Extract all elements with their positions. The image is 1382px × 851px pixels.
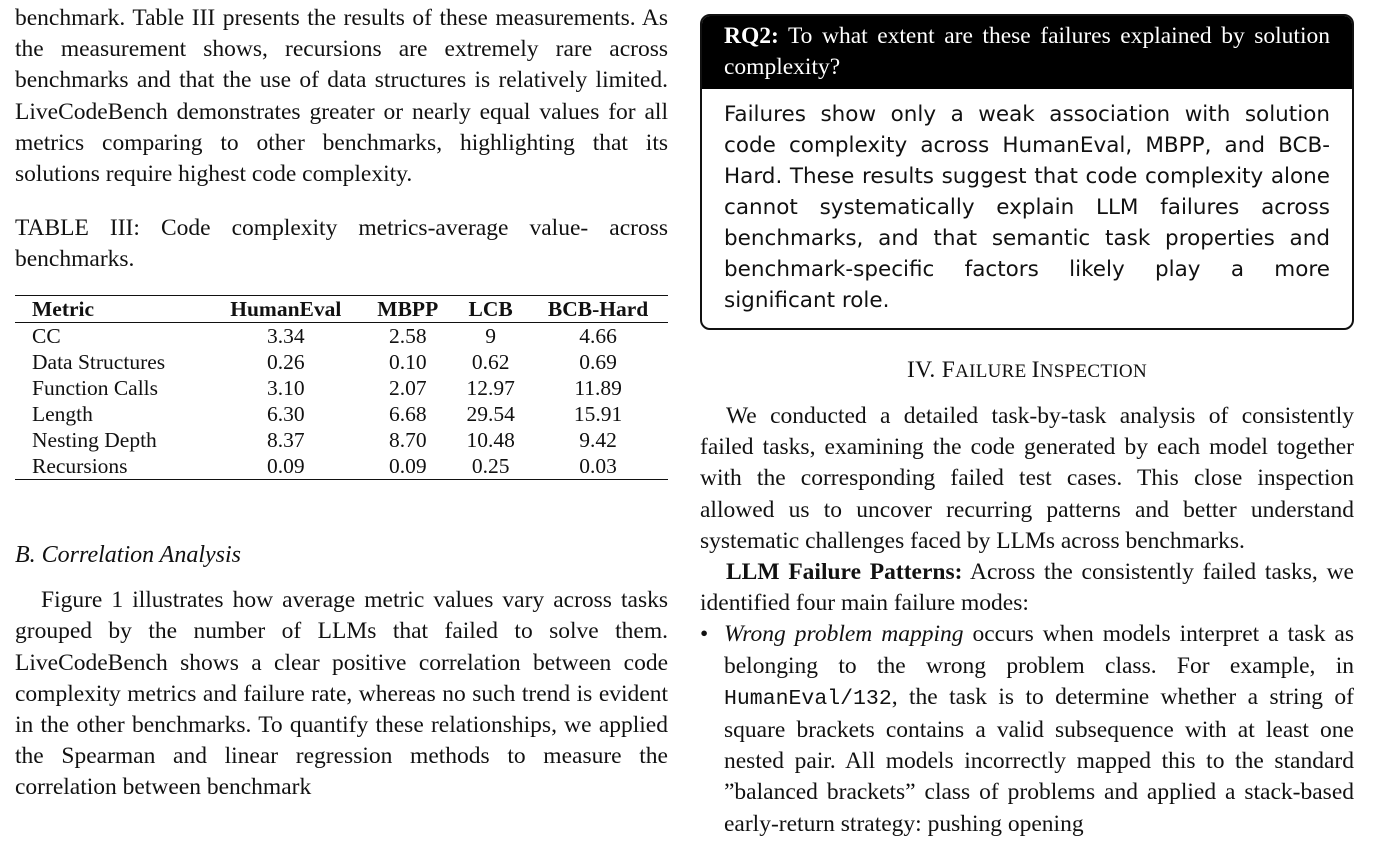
rq2-box (700, 14, 1354, 330)
right-column (700, 0, 1354, 840)
rq2-question-text: To what extent are these failures explained by solution complexity? (724, 23, 1330, 80)
value-cell: 2.58 (388, 324, 427, 349)
value-cell: 4.66 (579, 324, 617, 349)
column-header: Metric (32, 297, 95, 322)
section-title-cap1: F (941, 357, 956, 383)
column-header: HumanEval (230, 297, 342, 322)
metric-name-cell: Data Structures (32, 350, 166, 375)
table-header-row (15, 296, 668, 323)
value-cell: 2.07 (388, 376, 427, 401)
column-header: LCB (468, 297, 513, 322)
table-row (15, 427, 668, 453)
table-body (15, 323, 668, 480)
value-cell: 29.54 (466, 402, 515, 427)
value-cell: 6.30 (267, 402, 305, 427)
rq2-answer: Failures show only a weak association with solution code complexity across HumanEval, MBPP, and BCB-Hard. These results suggest that code complexity alone cannot systematically explain LLM failures across benchmarks, and that semantic task properties and benchmark-specific factors likely play a more significant role. (724, 102, 1330, 313)
rq2-label: RQ2: (724, 23, 779, 49)
table-caption: TABLE III: Code complexity metrics-average value- across benchmarks. (15, 215, 668, 273)
value-cell: 6.68 (388, 402, 427, 427)
metric-name-cell: Nesting Depth (32, 428, 157, 453)
value-cell: 3.34 (267, 324, 305, 349)
value-cell: 9 (485, 324, 497, 349)
section-number: IV. (907, 357, 936, 383)
metric-name-cell: CC (32, 324, 61, 349)
bullet1-term: Wrong problem mapping (724, 621, 964, 648)
value-cell: 8.70 (388, 428, 427, 453)
section-heading (700, 355, 1354, 387)
patterns-text: Across the consistently failed tasks, we identified four main failure modes: (700, 559, 1354, 617)
column-header: MBPP (377, 297, 439, 322)
subsection-title: B. Correlation Analysis (15, 542, 242, 569)
metric-name-cell: Function Calls (32, 376, 159, 401)
table-row (15, 323, 668, 350)
table-row (15, 453, 668, 480)
value-cell: 11.89 (574, 376, 622, 401)
bullet1-text-a: occurs when models interpret a task as belonging to the wrong problem class. For example, in (724, 621, 1355, 679)
value-cell: 9.42 (579, 428, 617, 453)
complexity-metrics-table (15, 295, 668, 480)
left-column (15, 0, 668, 804)
value-cell: 0.26 (267, 350, 305, 375)
value-cell: 15.91 (573, 402, 623, 427)
correlation-paragraph: Figure 1 illustrates how average metric values vary across tasks grouped by the number of LLMs that failed to solve them. LiveCodeBench shows a clear positive correlation between code complexity metrics and failure rate, whereas no such trend is evident in the other benchmarks. To quantify these relationships, we applied the Spearman and linear regression methods to measure the correlation between benchmark (15, 587, 668, 801)
section-title-cap2: I (1031, 357, 1040, 383)
failure-modes-list (700, 619, 1354, 839)
value-cell: 0.03 (579, 454, 617, 479)
metric-name-cell: Length (32, 402, 93, 427)
table-row (15, 401, 668, 427)
value-cell: 0.09 (267, 454, 305, 479)
list-item (700, 619, 1354, 839)
table-row (15, 349, 668, 375)
patterns-label: LLM Failure Patterns: (726, 559, 963, 586)
value-cell: 0.25 (471, 454, 510, 479)
value-cell: 10.48 (466, 428, 515, 453)
bullet1-text-b: , the task is to determine whether a string of square brackets contains a valid subsequence with at least one nested pair. All models incorrectly mapped this to the standard ”balanced brackets” class of problems and applied a stack-based early-return strategy: pushing opening (724, 683, 1354, 837)
value-cell: 8.37 (267, 428, 305, 453)
column-header: BCB-Hard (547, 297, 649, 322)
value-cell: 0.62 (471, 350, 510, 375)
section-title-rest2: NSPECTION (1039, 361, 1147, 382)
value-cell: 12.97 (466, 376, 515, 401)
value-cell: 0.10 (388, 350, 427, 375)
value-cell: 3.10 (267, 376, 305, 401)
value-cell: 0.69 (579, 350, 617, 375)
patterns-paragraph (700, 557, 1354, 619)
metric-name-cell: Recursions (32, 454, 128, 479)
bullet1-code: HumanEval/132 (724, 686, 892, 711)
section-title-rest1: AILURE (955, 361, 1032, 382)
value-cell: 0.09 (388, 454, 427, 479)
intro-paragraph: benchmark. Table III presents the results of these measurements. As the measurement shows, recursions are extremely rare across benchmarks and that the use of data structures is relatively limited. LiveCodeBench demonstrates greater or nearly equal values for all metrics comparing to other benchmarks, highlighting that its solutions require highest code complexity. (15, 5, 668, 188)
rq2-question (702, 16, 1352, 89)
table-row (15, 375, 668, 401)
inspection-paragraph: We conducted a detailed task-by-task analysis of consistently failed tasks, examining the code generated by each model together with the corresponding failed test cases. This close inspection allowed us to uncover recurring patterns and better understand systematic challenges faced by LLMs across benchmarks. (700, 403, 1354, 554)
